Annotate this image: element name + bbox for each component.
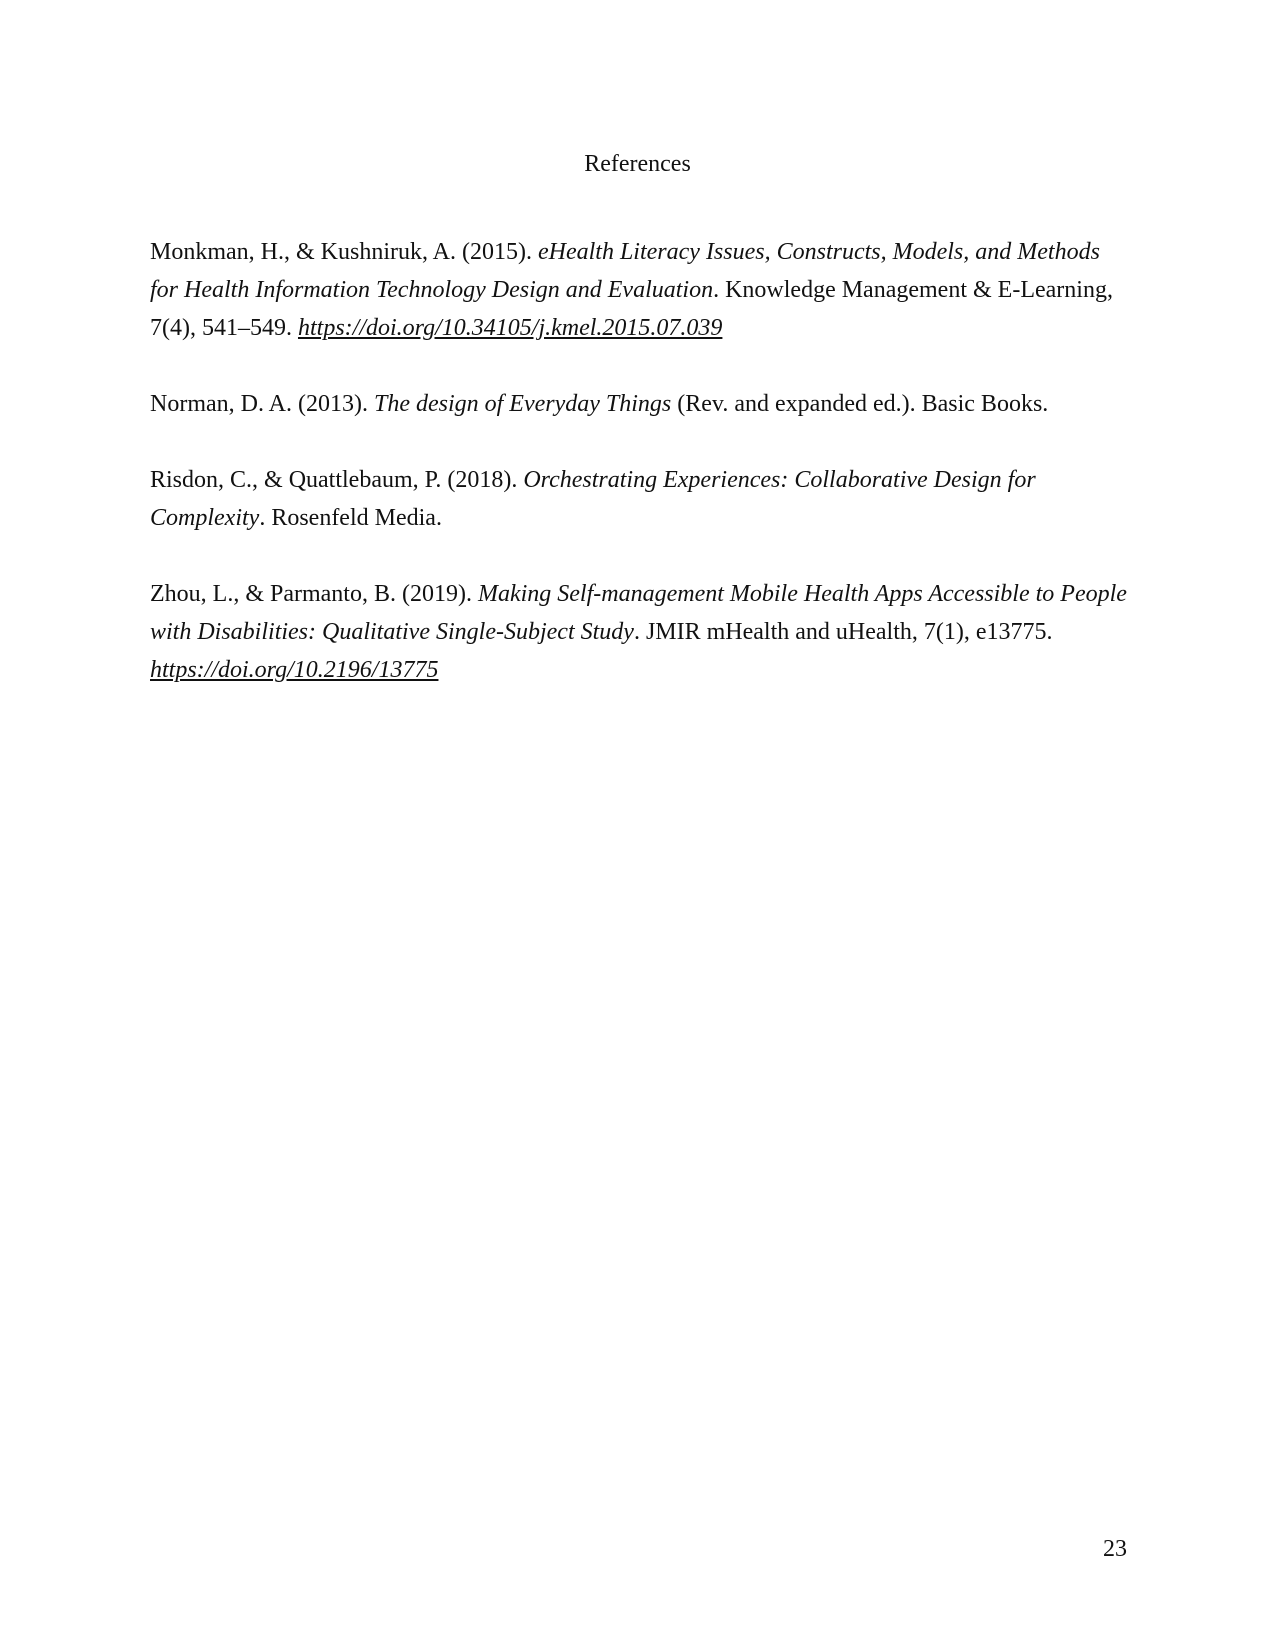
- reference-doi-link[interactable]: https://doi.org/10.2196/13775: [150, 657, 439, 683]
- reference-entry-monkman: [150, 233, 1130, 347]
- reference-title-end: .: [713, 277, 720, 303]
- reference-title: eHealth Literacy Issues, Constructs, Models, and Methods for Health Information Technology Design and Evaluation: [150, 239, 1100, 303]
- page-number: 23: [1103, 1536, 1127, 1562]
- reference-authors-year: Norman, D. A. (2013).: [150, 391, 368, 417]
- reference-title: Orchestrating Experiences: Collaborative Design for Complexity: [150, 467, 1036, 531]
- reference-source: Rosenfeld Media.: [271, 505, 442, 531]
- reference-entry-risdon: [150, 461, 1130, 537]
- reference-title: Making Self-management Mobile Health Apps Accessible to People with Disabilities: Qualitative Single-Subject Study: [150, 581, 1127, 645]
- reference-doi-link[interactable]: https://doi.org/10.34105/j.kmel.2015.07.039: [297, 315, 723, 341]
- reference-source: JMIR mHealth and uHealth, 7(1), e13775.: [645, 619, 1053, 645]
- reference-entry-norman: [150, 385, 1130, 423]
- reference-authors-year: Risdon, C., & Quattlebaum, P. (2018).: [150, 467, 518, 493]
- reference-source: Knowledge Management & E-Learning, 7(4), 541–549.: [150, 277, 1113, 341]
- reference-title-end: .: [633, 619, 640, 645]
- reference-title: The design of Everyday Things: [373, 391, 672, 417]
- reference-source: (Rev. and expanded ed.). Basic Books.: [677, 391, 1049, 417]
- reference-list: [150, 233, 1130, 727]
- reference-authors-year: Zhou, L., & Parmanto, B. (2019).: [150, 581, 472, 607]
- reference-title-end: .: [259, 505, 266, 531]
- reference-entry-zhou: [150, 575, 1130, 689]
- references-heading: References: [584, 151, 691, 177]
- reference-authors-year: Monkman, H., & Kushniruk, A. (2015).: [150, 239, 532, 265]
